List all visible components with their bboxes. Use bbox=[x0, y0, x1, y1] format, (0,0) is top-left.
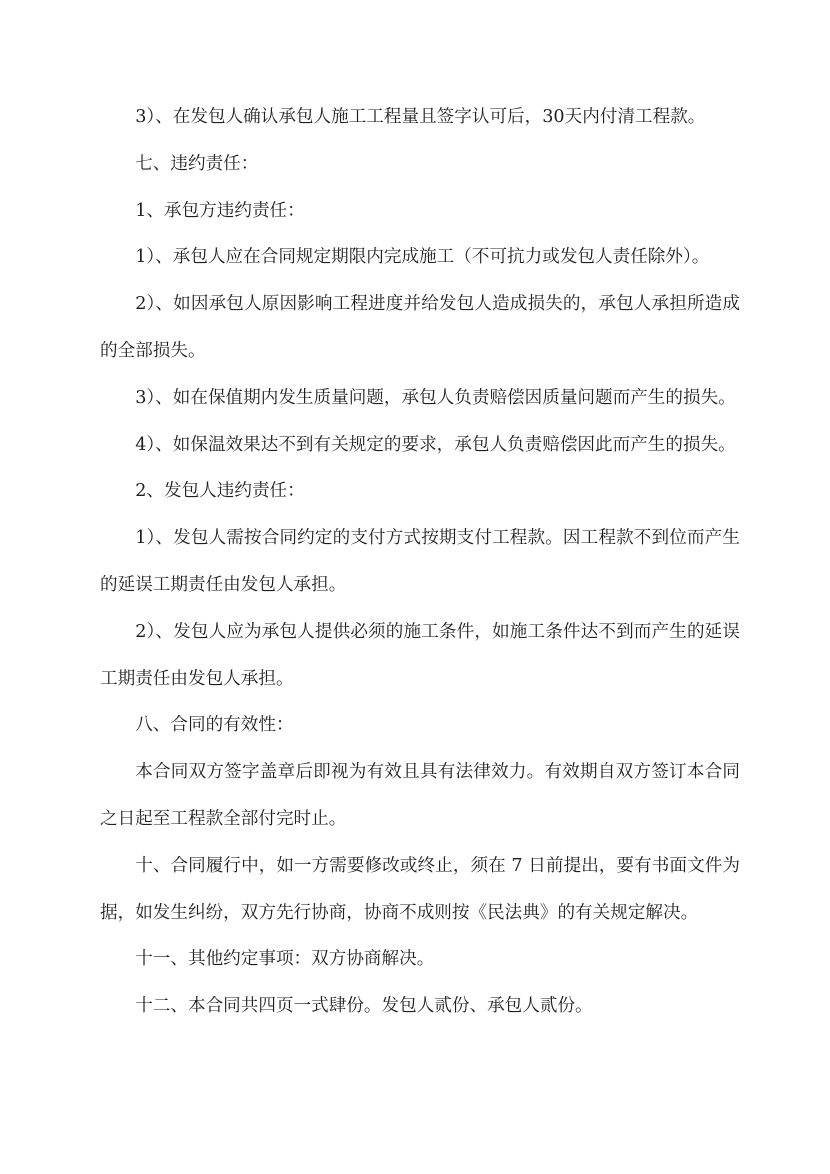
contractor-liability-2: 2）、如因承包人原因影响工程进度并给发包人造成损失的，承包人承担所造成的全部损失。 bbox=[100, 294, 740, 361]
section-11-clause: 十一、其他约定事项：双方协商解决。 bbox=[135, 949, 435, 970]
section-8-heading: 八、合同的有效性： bbox=[135, 715, 294, 736]
section-10-clause: 十、合同履行中，如一方需要修改或终止，须在 7 日前提出，要有书面文件为据，如发生纠纷，双方先行协商，协商不成则按《民法典》的有关规定解决。 bbox=[100, 855, 740, 923]
employer-liability-heading: 2、发包人违约责任： bbox=[135, 481, 305, 502]
contractor-liability-heading: 1、承包方违约责任： bbox=[135, 200, 305, 221]
document-page bbox=[100, 94, 740, 1030]
contractor-liability-4: 4）、如保温效果达不到有关规定的要求，承包人负责赔偿因此而产生的损失。 bbox=[135, 434, 736, 455]
section-7-heading: 七、违约责任： bbox=[135, 153, 259, 174]
contractor-liability-1: 1）、承包人应在合同规定期限内完成施工（不可抗力或发包人责任除外）。 bbox=[135, 247, 710, 268]
section-12-clause: 十二、本合同共四页一式肆份。发包人贰份、承包人贰份。 bbox=[135, 996, 593, 1017]
employer-liability-1: 1）、发包人需按合同约定的支付方式按期支付工程款。因工程款不到位而产生的延误工期责任由发包人承担。 bbox=[100, 528, 740, 595]
employer-liability-2: 2）、发包人应为承包人提供必须的施工条件，如施工条件达不到而产生的延误工期责任由发包人承担。 bbox=[100, 621, 740, 689]
payment-clause-3: 3）、在发包人确认承包人施工工程量且签字认可后，30天内付清工程款。 bbox=[135, 107, 706, 127]
validity-clause: 本合同双方签字盖章后即视为有效且具有法律效力。有效期自双方签订本合同之日起至工程款全部付完时止。 bbox=[100, 762, 740, 829]
contractor-liability-3: 3）、如在保值期内发生质量问题，承包人负责赔偿因质量问题而产生的损失。 bbox=[135, 387, 736, 408]
